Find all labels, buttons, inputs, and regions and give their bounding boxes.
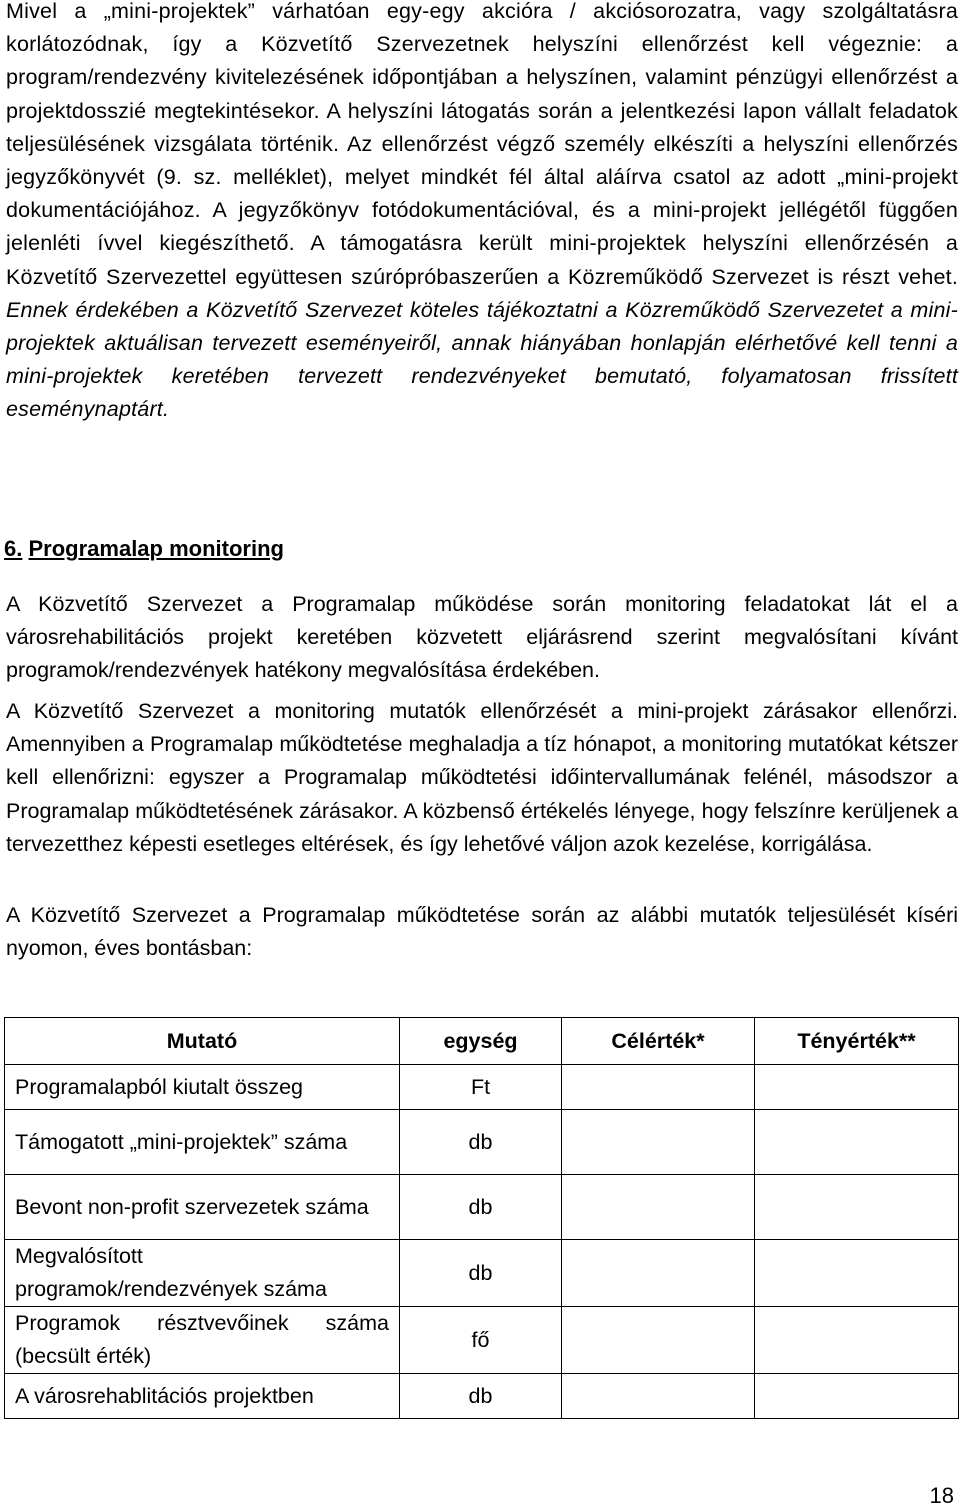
indicator-name: Programalapból kiutalt összeg	[5, 1065, 400, 1110]
indicator-target	[562, 1374, 755, 1419]
table-row	[5, 1307, 959, 1374]
indicator-unit: fő	[400, 1307, 562, 1374]
indicator-unit: Ft	[400, 1065, 562, 1110]
indicators-table	[4, 1017, 959, 1419]
indicator-name: A városrehablitációs projektben	[5, 1374, 400, 1419]
indicator-name: Programok résztvevőinek száma (becsült érték)	[5, 1307, 400, 1374]
intro-normal-text: Mivel a „mini-projektek” várhatóan egy-egy akcióra / akciósorozatra, vagy szolgáltatásra korlátozódnak, így a Közvetítő Szervezetnek helyszíni ellenőrzést kell végeznie: a program/rendezvény kivitelezésének időpontjában a helyszínen, valamint pénzügyi ellenőrzést a projektdosszié megtekintésekor. A helyszíni látogatás során a jelentkezési lapon vállalt feladatok teljesülésének vizsgálata történik. Az ellenőrzést végző személy elkészíti a helyszíni ellenőrzés jegyzőkönyvét (9. sz. melléklet), melyet mindkét fél által aláírva csatol az adott „mini-projekt dokumentációjához. A jegyzőkönyv fotódokumentációval, és a mini-projekt jellégétől függően jelenléti ívvel kiegészíthető. A támogatásra került mini-projektek helyszíni ellenőrzésén a Közvetítő Szervezettel együttesen szúrópróbaszerűen a Közreműködő Szervezet is részt vehet.	[6, 0, 958, 289]
section-title: Programalap monitoring	[28, 536, 284, 561]
table-row	[5, 1374, 959, 1419]
indicator-actual	[755, 1307, 959, 1374]
indicator-actual	[755, 1240, 959, 1307]
indicator-unit: db	[400, 1240, 562, 1307]
indicator-name: Bevont non-profit szervezetek száma	[5, 1175, 400, 1240]
paragraph-indicators-intro: A Közvetítő Szervezet a Programalap működtetése során az alábbi mutatók teljesülését kíséri nyomon, éves bontásban:	[6, 903, 958, 961]
indicator-target	[562, 1065, 755, 1110]
indicator-unit: db	[400, 1374, 562, 1419]
indicator-target	[562, 1240, 755, 1307]
indicator-unit: db	[400, 1110, 562, 1175]
table-row	[5, 1240, 959, 1307]
indicator-target	[562, 1175, 755, 1240]
section-number: 6.	[4, 536, 23, 561]
table-row	[5, 1110, 959, 1175]
header-actual-value: Tényérték**	[755, 1018, 959, 1065]
indicator-target	[562, 1110, 755, 1175]
page-number: 18	[929, 1483, 954, 1508]
indicator-actual	[755, 1175, 959, 1240]
indicator-target	[562, 1307, 755, 1374]
indicator-name: Megvalósított programok/rendezvények száma	[5, 1240, 400, 1307]
indicator-actual	[755, 1374, 959, 1419]
header-indicator: Mutató	[5, 1018, 400, 1065]
indicator-actual	[755, 1110, 959, 1175]
paragraph-monitoring-tasks: A Közvetítő Szervezet a Programalap működése során monitoring feladatokat lát el a városrehabilitációs projekt keretében közvetett eljárásrend szerint megvalósítani kívánt programok/rendezvények hatékony megvalósítása érdekében.	[6, 592, 958, 683]
table-header-row	[5, 1018, 959, 1065]
table-row	[5, 1065, 959, 1110]
indicator-actual	[755, 1065, 959, 1110]
indicator-name: Támogatott „mini-projektek” száma	[5, 1110, 400, 1175]
table-row	[5, 1175, 959, 1240]
intro-paragraph	[6, 0, 958, 427]
header-target-value: Célérték*	[562, 1018, 755, 1065]
indicator-unit: db	[400, 1175, 562, 1240]
section-heading	[4, 532, 284, 565]
header-unit: egység	[400, 1018, 562, 1065]
paragraph-monitoring-check: A Közvetítő Szervezet a monitoring mutatók ellenőrzését a mini-projekt zárásakor ellenőrzi. Amennyiben a Programalap működtetése meghaladja a tíz hónapot, a monitoring mutatókat kétszer kell ellenőrizni: egyszer a Programalap működtetési időintervallumának felénél, másodszor a Programalap működtetésének zárásakor. A közbenső értékelés lényege, hogy felszínre kerüljenek a tervezetthez képesti esetleges eltérések, és így lehetővé váljon azok kezelése, korrigálása.	[6, 699, 958, 856]
intro-italic-text: Ennek érdekében a Közvetítő Szervezet köteles tájékoztatni a Közreműködő Szervezetet a mini-projektek aktuálisan tervezett eseményeiről, annak hiányában honlapján elérhetővé kell tenni a mini-projektek keretében tervezett rendezvényeket bemutató, folyamatosan frissített eseménynaptárt.	[6, 297, 958, 422]
